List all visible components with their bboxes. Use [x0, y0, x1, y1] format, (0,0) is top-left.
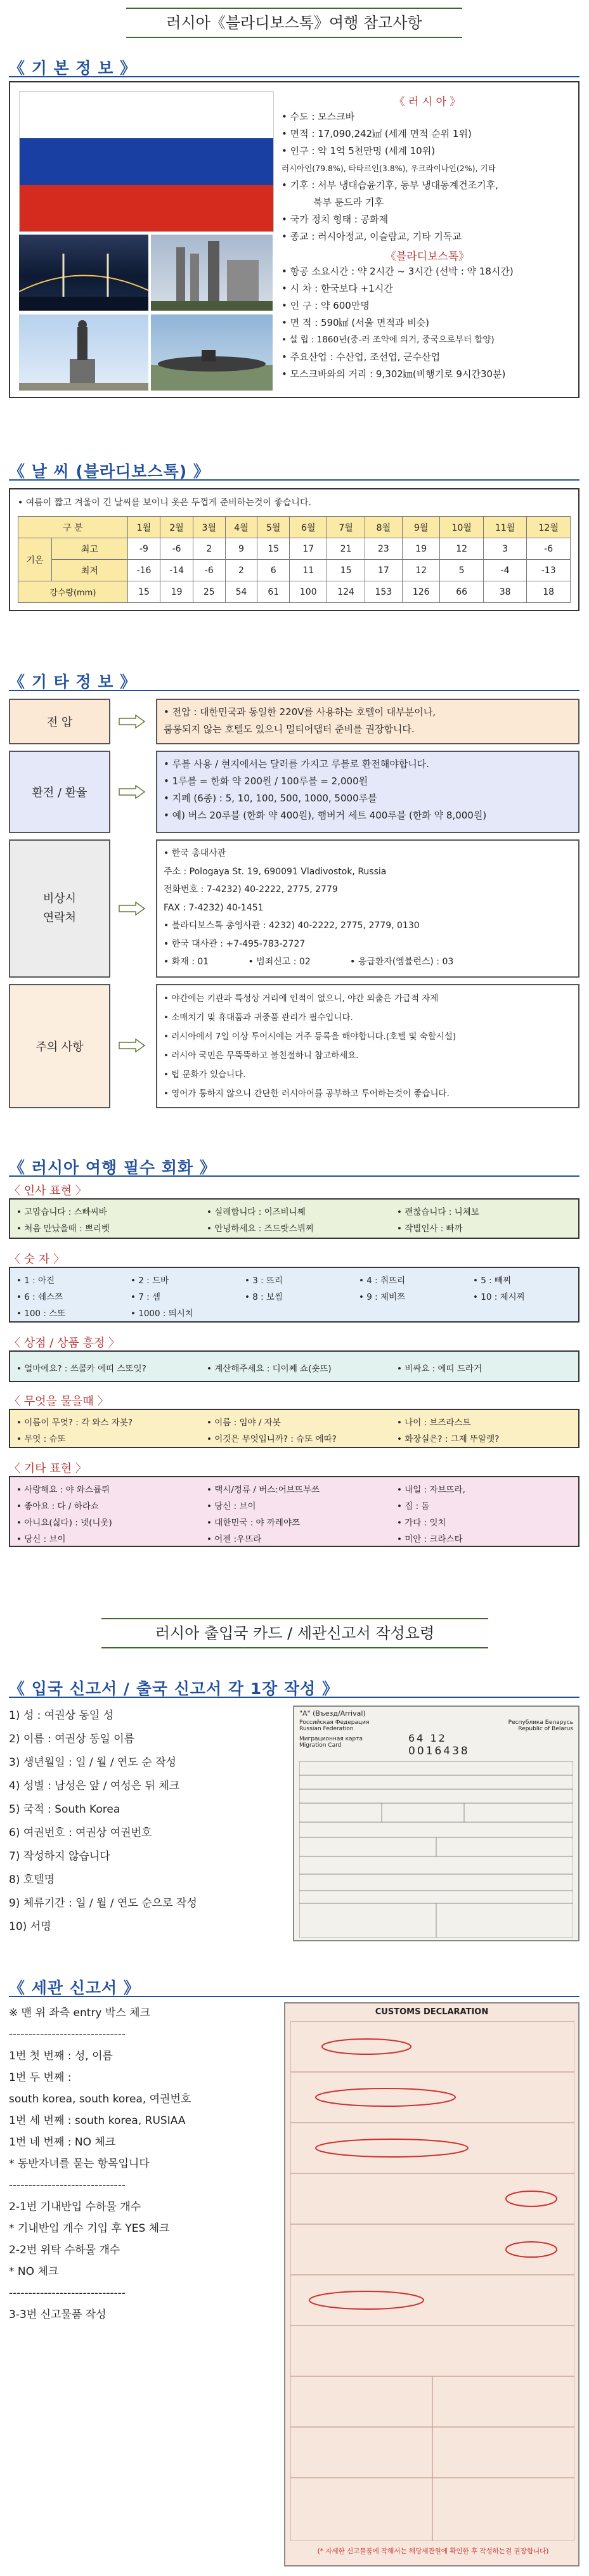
phrase-item: • 안녕하세요 : 즈드랏스뷔찌: [207, 1224, 314, 1234]
phrase-item: • 당신 : 브이: [207, 1501, 256, 1511]
cell: 3: [483, 538, 527, 560]
rain-label: 강수량(mm): [18, 581, 128, 603]
phrase-item: • 대한민국 : 야 까레야쯔: [207, 1518, 301, 1528]
customs-step: 1번 두 번째 :: [9, 2071, 72, 2084]
questions-box: [9, 1409, 579, 1448]
other-info-heading: 《 기 타 정 보 》: [9, 673, 137, 691]
arrow-right-icon: [118, 785, 146, 799]
phrase-group-title: 〈 인사 표현 〉: [9, 1184, 87, 1198]
customs-step: ------------------------------: [9, 2179, 126, 2192]
card-rb-label: Республика Беларусь Republic of Belarus: [508, 1719, 573, 1732]
info-line: 주소 : Pologaya St. 19, 690091 Vladivostok, Russia: [164, 866, 387, 877]
cell: 124: [327, 581, 365, 603]
entry-step: 3) 생년월일 : 일 / 월 / 연도 순 작성: [9, 1756, 176, 1769]
cell: -4: [483, 560, 527, 581]
phrases-heading: 《 러시아 여행 필수 회화 》: [9, 1158, 216, 1177]
entry-step: 2) 이름 : 여권상 동일 이름: [9, 1733, 134, 1745]
card-mig-label: Миграционная карта Migration Card: [299, 1736, 363, 1749]
phrase-item: • 7 : 셈: [131, 1292, 161, 1302]
entry-step: 10) 서명: [9, 1920, 51, 1933]
card-number: 0016438: [408, 1745, 470, 1757]
cell: 6: [257, 560, 290, 581]
numbers-box: [9, 1267, 579, 1323]
card-form-fields: [299, 1761, 573, 1938]
info-line: 북부 툰드라 기후: [313, 197, 384, 208]
voltage-label: 전 압: [9, 699, 110, 744]
info-line: • 팁 문화가 있습니다.: [164, 1070, 246, 1080]
min-label: 최저: [52, 560, 128, 581]
info-line: • 소매치기 및 휴대품과 귀중품 관리가 필수입니다.: [164, 1013, 353, 1023]
phrase-item: • 100 : 스또: [16, 1309, 66, 1319]
customs-step: * NO 체크: [9, 2265, 59, 2278]
cell: 61: [257, 581, 290, 603]
month-header: 9월: [403, 517, 440, 538]
caution-row: [9, 984, 579, 1108]
info-line: • 인구 : 약 1억 5천만명 (세계 10위): [282, 145, 436, 157]
info-line: • 설 립 : 1860년(중-러 조약에 의거, 중국으로부터 할양): [282, 335, 495, 345]
cell: 25: [193, 581, 225, 603]
customs-step: * 기내반입 개수 기입 후 YES 체크: [9, 2222, 170, 2235]
russia-info: [282, 93, 573, 245]
russia-info-title: 《 러 시 아 》: [394, 96, 461, 108]
weather-note: • 여름이 짧고 겨울이 긴 날씨를 보이니 옷은 두껍게 준비하는것이 좋습니다.: [18, 498, 311, 508]
cell: 12: [403, 560, 440, 581]
entry-step: 9) 체류기간 : 일 / 월 / 연도 순으로 작성: [9, 1897, 197, 1910]
info-line: • 모스크바와의 거리 : 9,302㎞(비행기로 9시간30분): [282, 368, 506, 380]
cell: -6: [193, 560, 225, 581]
divider: [9, 76, 579, 77]
customs-step: * 동반자녀를 묻는 항목입니다: [9, 2158, 150, 2170]
page-title: 러시아《블라디보스톡》여행 참고사항: [126, 8, 462, 38]
migration-card-image: [293, 1705, 579, 1941]
divider: [9, 690, 579, 691]
phrase-item: • 얼마에요? : 쓰콜카 에띠 스또잇?: [16, 1364, 146, 1374]
entry-steps: [9, 1704, 288, 1939]
info-line: • 지폐 (6종) : 5, 10, 100, 500, 1000, 5000루블: [164, 793, 377, 804]
entry-card-heading: 《 입국 신고서 / 출국 신고서 각 1장 작성 》: [9, 1680, 339, 1698]
cell: -13: [527, 560, 571, 581]
phrase-item: • 좋아요 : 다 / 하라쇼: [16, 1501, 99, 1511]
russia-flag-image: [19, 91, 274, 232]
cell: 19: [160, 581, 193, 603]
month-header: 7월: [327, 517, 365, 538]
cell: 2: [225, 560, 257, 581]
exchange-row: [9, 751, 579, 833]
month-header: 3월: [193, 517, 225, 538]
phrase-item: • 10 : 제시찌: [473, 1292, 525, 1302]
memorial-photo: [151, 235, 273, 311]
cell: 153: [365, 581, 402, 603]
info-line: • 러시아에서 7일 이상 투어시에는 거주 등록을 해야합니다.(호텔 및 숙할시설): [164, 1032, 456, 1042]
entry-step: 4) 성별 : 남성은 앞 / 여성은 뒤 체크: [9, 1780, 180, 1792]
phrase-item: • 미안 : 크라스타: [397, 1534, 463, 1544]
submarine-photo: [151, 314, 273, 391]
info-line: • 항공 소요시간 : 약 2시간 ~ 3시간 (선박 : 약 18시간): [282, 266, 514, 277]
customs-step: ※ 맨 위 좌측 entry 박스 체크: [9, 2007, 150, 2019]
info-line: • 블라디보스톡 총영사관 : 4232) 40-2222, 2775, 2779, 0130: [164, 921, 420, 931]
weather-header-row: [18, 517, 571, 538]
info-line: • 면적 : 17,090,242㎢ (세계 면적 순위 1위): [282, 128, 472, 139]
vladivostok-info-title: 《블라디보스톡》: [385, 250, 470, 263]
info-line: • 화재 : 01 • 범죄신고 : 02 • 응급환자(엠뷸런스) : 03: [164, 957, 454, 967]
weather-rain-row: [18, 581, 571, 603]
info-line: • 루블 사용 / 현지에서는 달러를 가지고 루블로 환전해야합니다.: [164, 758, 430, 770]
phrase-item: • 실례합니다 : 이즈비니쩨: [207, 1207, 306, 1217]
month-header: 1월: [127, 517, 160, 538]
cell: 15: [257, 538, 290, 560]
phrase-item: • 5 : 빼찌: [473, 1276, 512, 1286]
cell: 15: [127, 581, 160, 603]
cell: 100: [290, 581, 327, 603]
exchange-body: [156, 751, 579, 833]
phrase-item: • 이름 : 임야 / 자봇: [207, 1418, 281, 1428]
phrase-item: • 집 : 돔: [397, 1501, 430, 1511]
month-header: 6월: [290, 517, 327, 538]
weather-heading: 《 날 씨 (블라디보스톡) 》: [9, 462, 210, 481]
cell: 15: [327, 560, 365, 581]
cell: 54: [225, 581, 257, 603]
info-line: 러시아인(79.8%), 타타르인(3.8%), 우크라이나인(2%), 기타: [282, 164, 496, 173]
card-section-title: 러시아 출입국 카드 / 세관신고서 작성요령: [101, 1618, 488, 1648]
cell: 17: [290, 538, 327, 560]
customs-form-footer: (* 자세한 신고물품에 작해서는 해당세관원에 확인한 후 작성하는걸 권장합니다): [317, 2547, 549, 2555]
info-line: • 러시아 국민은 무뚝뚝하고 불친절하니 참고하세요.: [164, 1051, 359, 1061]
emergency-body: [156, 839, 579, 978]
info-line: FAX : 7-4232) 40-1451: [164, 902, 264, 913]
phrase-group-title: 〈 상점 / 상품 흥정 〉: [9, 1337, 120, 1350]
phrase-item: • 이름이 무엇? : 각 와스 자봇?: [16, 1418, 133, 1428]
cell: 2: [193, 538, 225, 560]
info-line: 전화번호 : 7-4232) 40-2222, 2775, 2779: [164, 884, 338, 895]
info-line: • 1루블 = 한화 약 200원 / 100루블 = 2,000원: [164, 775, 368, 787]
cell: -14: [160, 560, 193, 581]
card-rf-label: Российская Федерация Russian Federation: [299, 1719, 370, 1732]
voltage-body: [156, 699, 579, 744]
phrase-item: • 6 : 쉐스쯔: [16, 1292, 63, 1302]
divider: [9, 1697, 579, 1698]
bridge-night-photo: [19, 235, 148, 311]
statue-photo: [19, 314, 148, 391]
phrase-item: • 4 : 취뜨리: [359, 1276, 406, 1286]
cell: 19: [403, 538, 440, 560]
phrase-item: • 당신 : 브이: [16, 1534, 66, 1544]
divider: [9, 1175, 579, 1177]
divider: [9, 479, 579, 481]
month-header: 8월: [365, 517, 402, 538]
month-header: 12월: [527, 517, 571, 538]
customs-declaration-image: [284, 2002, 579, 2566]
info-line: • 예) 버스 20루블 (한화 약 400원), 햄버거 세트 400루블 (한화 약 8,000원): [164, 810, 487, 821]
cell: 12: [440, 538, 484, 560]
voltage-row: [9, 699, 579, 744]
customs-step: 1번 네 번째 : NO 체크: [9, 2136, 116, 2149]
cell: 5: [440, 560, 484, 581]
cell: 21: [327, 538, 365, 560]
basic-info-heading: 《 기 본 정 보 》: [9, 59, 137, 77]
greetings-box: [9, 1198, 579, 1239]
info-line: • 국가 정치 형태 : 공화제: [282, 214, 389, 225]
info-line: • 영어가 통하지 않으니 간단한 러시아어를 공부하고 투어하는것이 좋습니다.: [164, 1089, 450, 1099]
phrase-item: • 작별인사 : 빠까: [397, 1224, 463, 1234]
exchange-label: 환전 / 환율: [9, 751, 110, 833]
phrase-group-title: 〈 숫 자 〉: [9, 1253, 65, 1266]
info-line: • 야간에는 키관과 특성상 거리에 인적이 없으니, 야간 외출은 가급적 자제: [164, 994, 439, 1004]
weather-table: [18, 516, 571, 603]
customs-step: 1번 첫 번째 : 성, 이름: [9, 2050, 113, 2062]
emergency-row: [9, 839, 579, 978]
phrase-item: • 택시/정류 / 버스:어브뜨부쓰: [207, 1485, 320, 1495]
month-header: 2월: [160, 517, 193, 538]
cell: 9: [225, 538, 257, 560]
phrase-group-title: 〈 무엇을 물을때 〉: [9, 1395, 109, 1408]
customs-form-title: CUSTOMS DECLARATION: [375, 2007, 489, 2017]
cell: 11: [290, 560, 327, 581]
phrase-item: • 8 : 보씸: [245, 1292, 283, 1302]
cell: 18: [527, 581, 571, 603]
info-line: • 기후 : 서부 냉대습윤기후, 동부 냉대동계건조기후,: [282, 179, 498, 191]
card-series: 64 12: [408, 1732, 447, 1744]
month-header: 10월: [440, 517, 484, 538]
info-line: • 시 차 : 한국보다 +1시간: [282, 283, 393, 294]
phrase-item: • 고맙습니다 : 스빠씨바: [16, 1207, 107, 1217]
phrase-item: • 사랑해요 : 야 와스륩뤼: [16, 1485, 110, 1495]
emergency-label: 비상시 연락처: [9, 839, 110, 978]
phrase-item: • 처음 만났을때 : 쁘리벳: [16, 1224, 110, 1234]
info-line: • 수도 : 모스크바: [282, 111, 355, 122]
phrase-item: • 무엇 : 슈또: [16, 1434, 66, 1444]
phrase-item: • 나이 : 브즈라스트: [397, 1418, 471, 1428]
phrase-item: • 이것은 무엇입니까? : 슈또 에따?: [207, 1434, 337, 1444]
shopping-box: [9, 1350, 579, 1382]
info-line: • 전압 : 대한민국과 동일한 220V를 사용하는 호텔이 대부분이나,: [164, 706, 436, 718]
customs-step: 1번 세 번째 : south korea, RUSIAA: [9, 2114, 186, 2127]
phrase-item: • 아니요(싫다) : 넷(니웃): [16, 1518, 112, 1528]
weather-col-header: 구 분: [18, 517, 128, 538]
cell: 126: [403, 581, 440, 603]
entry-step: 1) 성 : 여권상 동일 성: [9, 1709, 114, 1722]
entry-step: 8) 호텔명: [9, 1874, 55, 1886]
phrase-item: • 2 : 드바: [131, 1276, 169, 1286]
customs-step: 2-1번 기내반입 수하물 개수: [9, 2201, 141, 2213]
card-arrival-label: "A" (Въезд/Arrival): [299, 1709, 366, 1718]
weather-min-row: [18, 560, 571, 581]
phrase-group-title: 〈 기타 표현 〉: [9, 1462, 87, 1475]
cell: 38: [483, 581, 527, 603]
max-label: 최고: [52, 538, 128, 560]
cell: 23: [365, 538, 402, 560]
customs-step: 3-3번 신고물품 작성: [9, 2308, 107, 2321]
basic-info-box: [9, 81, 579, 398]
entry-step: 7) 작성하지 않습니다: [9, 1850, 110, 1863]
info-line: 룸롱되지 않는 호텔도 있으니 멀티어댑터 준비를 권장합니다.: [164, 723, 415, 735]
phrase-item: • 화장실은? : 그제 뚜알렛?: [397, 1434, 500, 1444]
customs-step: 2-2번 위탁 수하물 개수: [9, 2244, 120, 2256]
month-header: 11월: [483, 517, 527, 538]
phrase-item: • 가다 : 잇치: [397, 1518, 446, 1528]
entry-step: 5) 국적 : South Korea: [9, 1803, 120, 1816]
entry-step: 6) 여권번호 : 여권상 여권번호: [9, 1827, 152, 1839]
customs-step: ------------------------------: [9, 2028, 126, 2041]
phrase-item: • 9 : 제비쯔: [359, 1292, 406, 1302]
temp-label: 기온: [18, 538, 52, 581]
arrow-right-icon: [118, 902, 146, 916]
phrase-item: • 계산해주세요 : 디이쩨 쇼(숏뜨): [207, 1364, 332, 1374]
other-expressions-box: [9, 1476, 579, 1547]
info-line: • 한국 대사관 : +7-495-783-2727: [164, 938, 306, 949]
divider: [9, 1996, 579, 1997]
cell: -6: [160, 538, 193, 560]
cell: -16: [127, 560, 160, 581]
weather-max-row: [18, 538, 571, 560]
info-line: • 종교 : 러시아정교, 이슬람교, 기타 기독교: [282, 231, 462, 242]
info-line: • 인 구 : 약 600만명: [282, 300, 370, 311]
phrase-item: • 괜찮습니다 : 니체보: [397, 1207, 479, 1217]
phrase-item: • 1000 : 띄시치: [131, 1309, 193, 1319]
vladivostok-info: [282, 247, 573, 383]
phrase-item: • 어젠 :우뜨라: [207, 1534, 262, 1544]
caution-label: 주의 사항: [9, 984, 110, 1108]
phrase-item: • 비싸요 : 에띠 드라거: [397, 1364, 482, 1374]
cell: 66: [440, 581, 484, 603]
cell: -9: [127, 538, 160, 560]
phrase-item: • 1 : 아진: [16, 1276, 55, 1286]
customs-form-fields: [290, 2021, 574, 2541]
info-line: • 주요산업 : 수산업, 조선업, 군수산업: [282, 351, 441, 363]
customs-steps: [9, 2002, 282, 2326]
phrase-item: • 3 : 뜨리: [245, 1276, 283, 1286]
month-header: 5월: [257, 517, 290, 538]
month-header: 4월: [225, 517, 257, 538]
arrow-right-icon: [118, 1039, 146, 1052]
phrase-item: • 내일 : 자브뜨라,: [397, 1485, 465, 1495]
customs-step: ------------------------------: [9, 2287, 126, 2300]
customs-step: south korea, south korea, 여권번호: [9, 2093, 191, 2106]
weather-box: [9, 488, 579, 611]
arrow-right-icon: [118, 715, 146, 728]
cell: 17: [365, 560, 402, 581]
customs-heading: 《 세관 신고서 》: [9, 1979, 140, 1997]
cell: -6: [527, 538, 571, 560]
info-line: • 면 적 : 590㎢ (서울 면적과 비슷): [282, 317, 430, 328]
info-line: • 한국 총대사관: [164, 848, 226, 858]
caution-body: [156, 984, 579, 1108]
